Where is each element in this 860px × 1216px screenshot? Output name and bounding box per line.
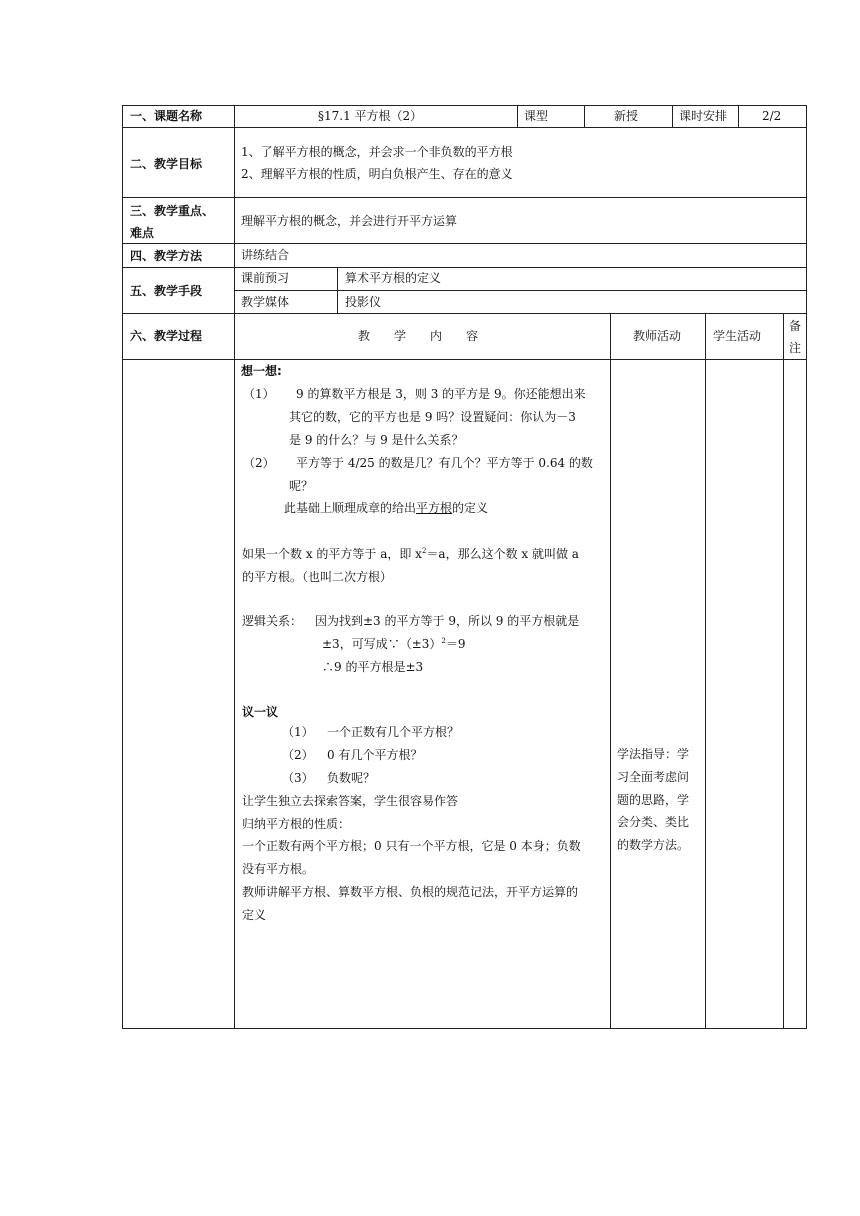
discuss-item: 负数呢？	[327, 771, 376, 785]
q2-line: 呢？	[289, 479, 314, 493]
lead-sentence: 此基础上顺理成章的给出平方根的定义	[284, 501, 489, 515]
table-border	[122, 105, 123, 1029]
paragraph: 没有平方根。	[242, 862, 315, 876]
schedule-value: 2/2	[762, 109, 782, 123]
schedule-label: 课时安排	[679, 109, 728, 123]
q1-number: （1）	[243, 387, 275, 401]
table-border	[738, 105, 739, 127]
type-value: 新授	[614, 109, 639, 123]
process-label: 六、教学过程	[130, 329, 203, 343]
table-border	[234, 290, 806, 291]
col-content-header: 教 学 内 容	[358, 329, 479, 343]
logic-label: 逻辑关系：	[242, 614, 303, 628]
discuss-number: （1）	[282, 725, 314, 739]
discuss-item: 0 有几个平方根？	[327, 748, 423, 762]
table-border	[122, 359, 806, 360]
table-border	[122, 127, 806, 128]
q2-line: 平方等于 4/25 的数是几？有几个？平方等于 0.64 的数	[296, 456, 593, 470]
teacher-note-line: 会分类、类比	[617, 815, 690, 829]
method-value: 讲练结合	[241, 248, 290, 262]
focus-label-2: 难点	[130, 226, 155, 240]
think-title: 想一想:	[241, 364, 282, 378]
discuss-number: （2）	[282, 748, 314, 762]
goal-item: 2、理解平方根的性质，明白负根产生、存在的意义	[241, 167, 513, 181]
topic-value: §17.1 平方根（2）	[318, 109, 423, 123]
logic-line: ∴9 的平方根是±3	[322, 660, 424, 674]
definition-term: 平方根	[416, 501, 453, 515]
goal-item: 1、了解平方根的概念，并会求一个非负数的平方根	[241, 145, 513, 159]
teacher-note-line: 的数学方法。	[617, 838, 690, 852]
table-border	[584, 105, 585, 127]
table-border	[122, 1028, 806, 1029]
q1-line: 9 的算数平方根是 3，则 3 的平方是 9。你还能想出来	[296, 387, 586, 401]
table-border	[122, 105, 806, 106]
table-border	[806, 105, 807, 1029]
table-border	[783, 313, 784, 1029]
focus-value: 理解平方根的概念，并会进行开平方运算	[241, 214, 458, 228]
col-teacher-header: 教师活动	[633, 329, 682, 343]
means-label: 五、教学手段	[130, 284, 203, 298]
teacher-note-line: 习全面考虑问	[617, 770, 690, 784]
discuss-item: 一个正数有几个平方根？	[327, 725, 460, 739]
definition-line: 的平方根。（也叫二次方根）	[242, 570, 393, 584]
definition-line: 如果一个数 x 的平方等于 a，即 $x^2=a$，那么这个数 x 就叫做 a	[242, 547, 579, 561]
paragraph: 教师讲解平方根、算数平方根、负根的规范记法，开平方运算的	[242, 885, 579, 899]
paragraph: 定义	[242, 908, 267, 922]
table-border	[337, 267, 338, 313]
means-key: 教学媒体	[241, 295, 290, 309]
method-label: 四、教学方法	[130, 249, 203, 263]
table-border	[672, 105, 673, 127]
table-border	[122, 243, 806, 244]
teacher-note-line: 学法指导：学	[617, 747, 690, 761]
table-border	[122, 313, 806, 314]
means-value: 投影仪	[345, 295, 382, 309]
q1-line: 是 9 的什么？与 9 是什么关系？	[289, 433, 464, 447]
means-key: 课前预习	[241, 271, 290, 285]
type-label: 课型	[524, 109, 549, 123]
focus-label: 三、教学重点、	[130, 204, 215, 218]
teacher-note-line: 题的思路，学	[617, 793, 690, 807]
col-note-header-2: 注	[789, 341, 802, 355]
q2-number: （2）	[243, 456, 275, 470]
logic-line: 因为找到±3 的平方等于 9，所以 9 的平方根就是	[315, 614, 580, 628]
discuss-title: 议一议	[242, 705, 279, 719]
table-border	[610, 313, 611, 1029]
paragraph: 让学生独立去探索答案，学生很容易作答	[242, 794, 459, 808]
table-border	[517, 105, 518, 127]
topic-label: 一、课题名称	[130, 109, 203, 123]
col-note-header: 备	[789, 319, 802, 333]
col-student-header: 学生活动	[713, 329, 762, 343]
discuss-number: （3）	[282, 771, 314, 785]
table-border	[705, 313, 706, 1029]
goals-label: 二、教学目标	[130, 157, 203, 171]
paragraph: 一个正数有两个平方根；0 只有一个平方根，它是 0 本身；负数	[242, 839, 581, 853]
means-value: 算术平方根的定义	[345, 271, 442, 285]
table-border	[122, 267, 806, 268]
logic-line: ±3，可写成$\because(\pm 3)^2=9$	[322, 637, 466, 651]
table-border	[234, 105, 235, 1029]
table-border	[122, 197, 806, 198]
paragraph: 归纳平方根的性质：	[242, 817, 351, 831]
q1-line: 其它的数，它的平方也是 9 吗？设置疑问：你认为－3	[289, 410, 576, 424]
